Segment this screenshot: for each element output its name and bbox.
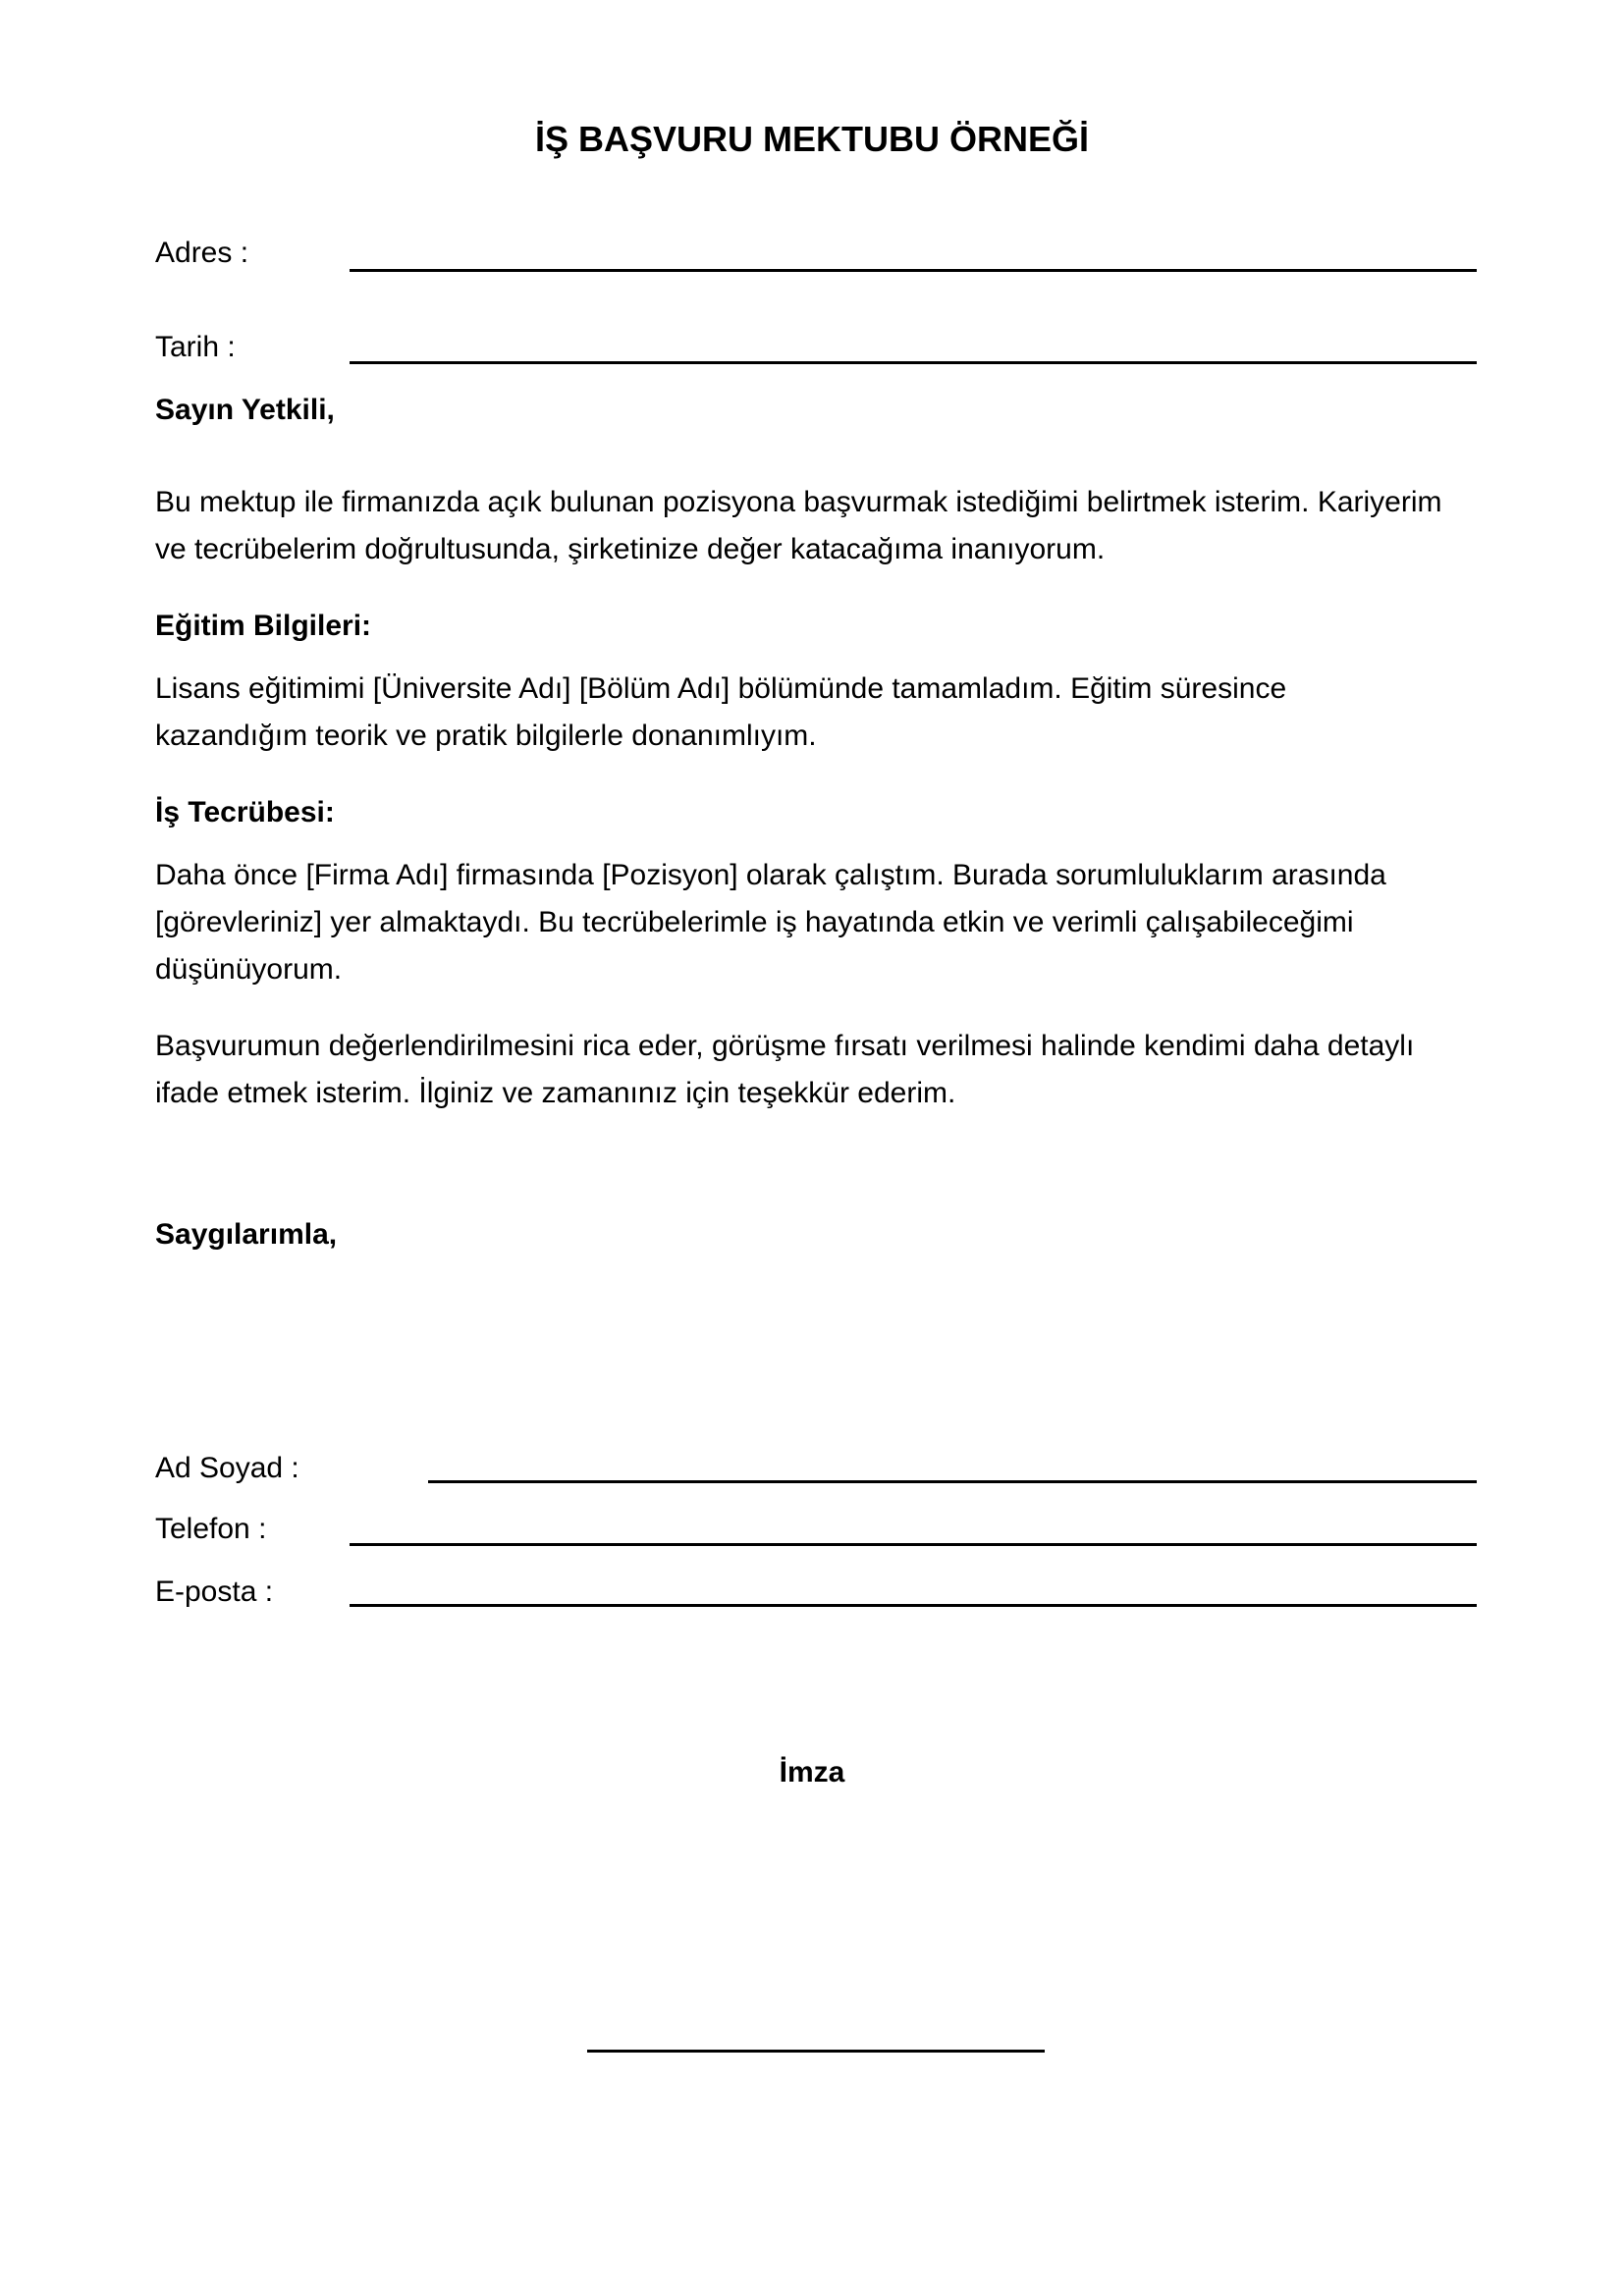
date-label: Tarih : xyxy=(155,331,236,363)
experience-heading: İş Tecrübesi: xyxy=(155,796,335,828)
closing-paragraph xyxy=(155,1023,1490,1117)
signature-label: İmza xyxy=(779,1756,845,1789)
intro-line-2: ve tecrübelerim doğrultusunda, şirketinize değer katacağıma inanıyorum. xyxy=(155,533,1106,565)
closing-line-1: Başvurumun değerlendirilmesini rica eder, görüşme fırsatı verilmesi halinde kendimi daha detaylı xyxy=(155,1030,1415,1062)
intro-line-1: Bu mektup ile firmanızda açık bulunan pozisyona başvurmak istediğimi belirtmek isterim. Kariyerim xyxy=(155,486,1442,518)
signature-line[interactable] xyxy=(587,2050,1045,2053)
date-field-line[interactable] xyxy=(350,361,1477,364)
phone-field-line[interactable] xyxy=(350,1543,1477,1546)
address-field-line[interactable] xyxy=(350,269,1477,272)
experience-paragraph xyxy=(155,852,1490,993)
education-line-1: Lisans eğitimimi [Üniversite Adı] [Bölüm Adı] bölümünde tamamladım. Eğitim süresince xyxy=(155,672,1287,705)
education-heading: Eğitim Bilgileri: xyxy=(155,610,372,642)
name-field-line[interactable] xyxy=(428,1480,1477,1483)
education-line-2: kazandığım teorik ve pratik bilgilerle donanımlıyım. xyxy=(155,720,817,752)
closing-line-2: ifade etmek isterim. İlginiz ve zamanınız için teşekkür ederim. xyxy=(155,1077,956,1109)
salutation: Sayın Yetkili, xyxy=(155,394,335,426)
experience-line-2: [görevleriniz] yer almaktaydı. Bu tecrübelerimle iş hayatında etkin ve verimli çalışabileceğimi xyxy=(155,906,1354,938)
education-paragraph xyxy=(155,666,1490,760)
email-field-line[interactable] xyxy=(350,1604,1477,1607)
address-label: Adres : xyxy=(155,237,249,269)
experience-line-1: Daha önce [Firma Adı] firmasında [Pozisyon] olarak çalıştım. Burada sorumluluklarım arasında xyxy=(155,859,1386,891)
phone-label: Telefon : xyxy=(155,1513,267,1545)
signoff: Saygılarımla, xyxy=(155,1218,338,1251)
email-label: E-posta : xyxy=(155,1575,274,1608)
name-label: Ad Soyad : xyxy=(155,1452,299,1484)
page-title: İŞ BAŞVURU MEKTUBU ÖRNEĞİ xyxy=(534,119,1090,159)
experience-line-3: düşünüyorum. xyxy=(155,953,343,986)
intro-paragraph xyxy=(155,479,1490,573)
